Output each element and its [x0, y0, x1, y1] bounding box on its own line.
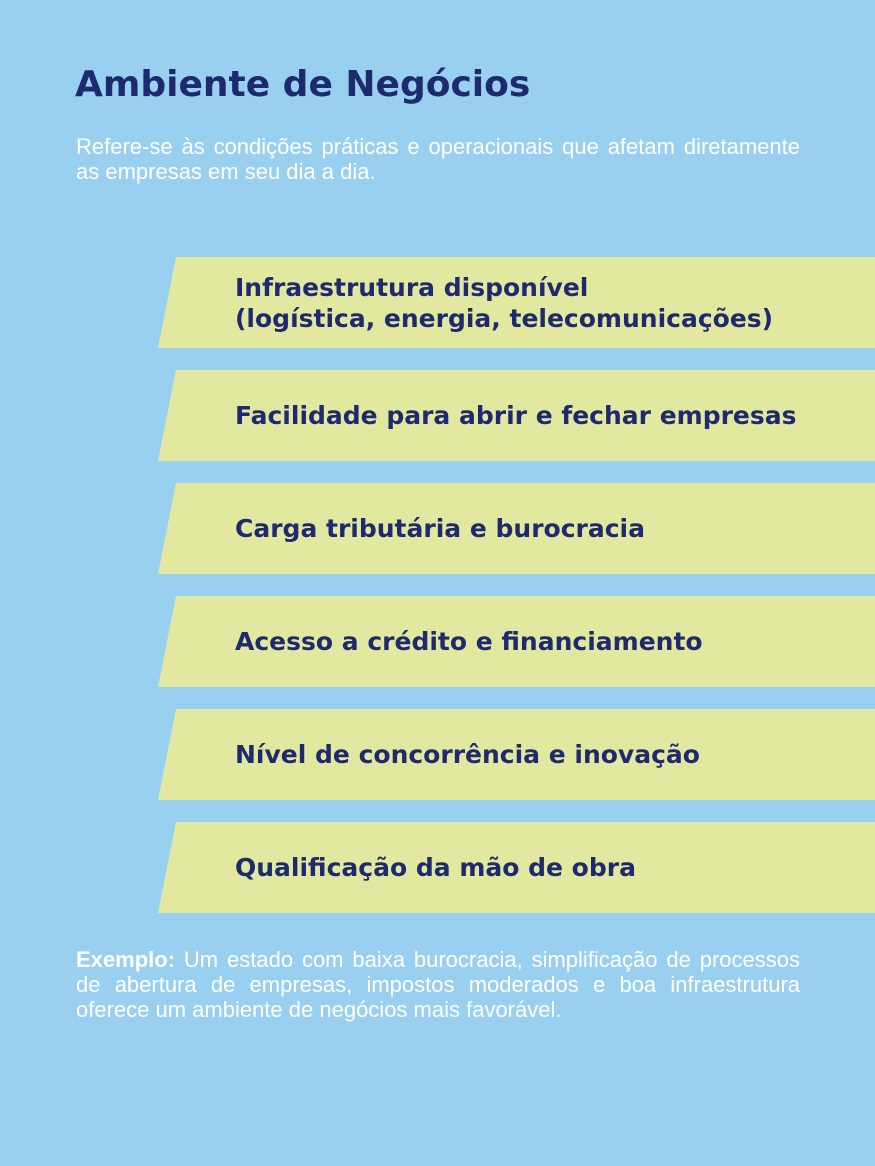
- factor-item-carga-tributaria: [158, 483, 875, 574]
- factor-label-line1: Carga tributária e burocracia: [235, 514, 645, 543]
- example-text: Um estado com baixa burocracia, simplificação de processos de abertura de empresas, impostos moderados e boa infraestrutura oferece um ambiente de negócios mais favorável.: [76, 947, 800, 1022]
- factor-label: [235, 257, 773, 348]
- factor-item-concorrencia: [158, 709, 875, 800]
- factor-label-line1: Qualificação da mão de obra: [235, 853, 636, 882]
- factor-label: [235, 822, 636, 913]
- factor-label-line1: Acesso a crédito e financiamento: [235, 627, 703, 656]
- example-label: Exemplo:: [76, 947, 176, 972]
- page-title: Ambiente de Negócios: [75, 64, 531, 105]
- factor-label: [235, 709, 700, 800]
- example-paragraph: [76, 947, 800, 1022]
- factor-item-facilidade: [158, 370, 875, 461]
- factor-label-line1: Nível de concorrência e inovação: [235, 740, 700, 769]
- factor-label: [235, 370, 797, 461]
- factor-label-line1: Infraestrutura disponível: [235, 272, 589, 302]
- factor-item-mao-de-obra: [158, 822, 875, 913]
- intro-text: Refere-se às condições práticas e operacionais que afetam diretamente as empresas em seu dia a dia.: [76, 134, 800, 184]
- factor-label: [235, 483, 645, 574]
- factor-label: [235, 596, 703, 687]
- factor-label-line1: Facilidade para abrir e fechar empresas: [235, 401, 797, 430]
- factor-item-infraestrutura: [158, 257, 875, 348]
- factor-label-line2: (logística, energia, telecomunicações): [235, 303, 774, 333]
- factor-item-credito: [158, 596, 875, 687]
